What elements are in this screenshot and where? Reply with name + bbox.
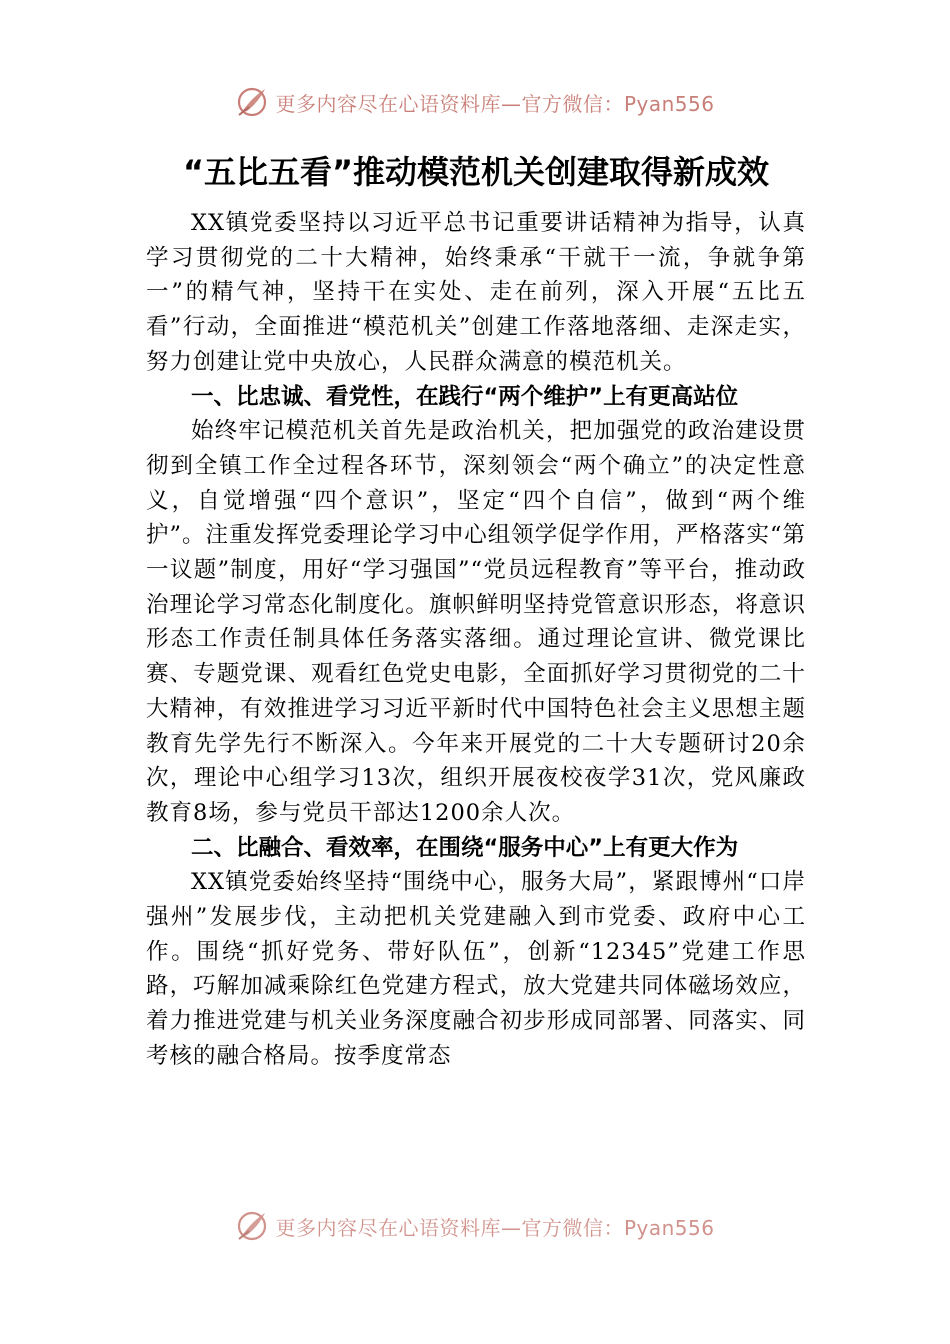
feather-pen-logo-icon <box>235 1209 269 1243</box>
watermark-header <box>0 82 950 122</box>
section-body-1: 始终牢记模范机关首先是政治机关，把加强党的政治建设贯彻到全镇工作全过程各环节，深刻领会“两个确立”的决定性意义，自觉增强“四个意识”，坚定“四个自信”，做到“两个维护”。注重发挥党委理论学习中心组领学促学作用，严格落实“第一议题”制度，用好“学习强国”“党员远程教育”等平台，推动政治理论学习常态化制度化。旗帜鲜明坚持党管意识形态，将意识形态工作责任制具体任务落实落细。通过理论宣讲、微党课比赛、专题党课、观看红色党史电影，全面抓好学习贯彻党的二十大精神，有效推进学习习近平新时代中国特色社会主义思想主题教育先学先行不断深入。今年来开展党的二十大专题研讨20余次，理论中心组学习13次，组织开展夜校夜学31次，党风廉政教育8场，参与党员干部达1200余人次。 <box>146 418 806 826</box>
document-page <box>146 148 806 1074</box>
document-title: “五比五看”推动模范机关创建取得新成效 <box>182 153 770 191</box>
feather-pen-logo-icon <box>235 85 269 119</box>
intro-paragraph: XX镇党委坚持以习近平总书记重要讲话精神为指导，认真学习贯彻党的二十大精神，始终秉承“干就干一流，争就争第一”的精气神，坚持干在实处、走在前列，深入开展“五比五看”行动，全面推进“模范机关”创建工作落地落细、走深走实，努力创建让党中央放心，人民群众满意的模范机关。 <box>146 210 806 375</box>
document-body <box>146 206 806 1074</box>
section-body-2: XX镇党委始终坚持“围绕中心，服务大局”，紧跟博州“口岸强州”发展步伐，主动把机关党建融入到市党委、政府中心工作。围绕“抓好党务、带好队伍”，创新“12345”党建工作思路，巧解加减乘除红色党建方程式，放大党建共同体磁场效应，着力推进党建与机关业务深度融合初步形成同部署、同落实、同考核的融合格局。按季度常态 <box>146 869 806 1069</box>
watermark-footer <box>0 1206 950 1246</box>
watermark-text: 更多内容尽在心语资料库—官方微信：Pyan556 <box>275 1215 715 1240</box>
section-heading-1: 一、比忠诚、看党性，在践行“两个维护”上有更高站位 <box>191 383 739 410</box>
watermark-text: 更多内容尽在心语资料库—官方微信：Pyan556 <box>275 91 715 116</box>
section-heading-2: 二、比融合、看效率，在围绕“服务中心”上有更大作为 <box>191 834 739 861</box>
